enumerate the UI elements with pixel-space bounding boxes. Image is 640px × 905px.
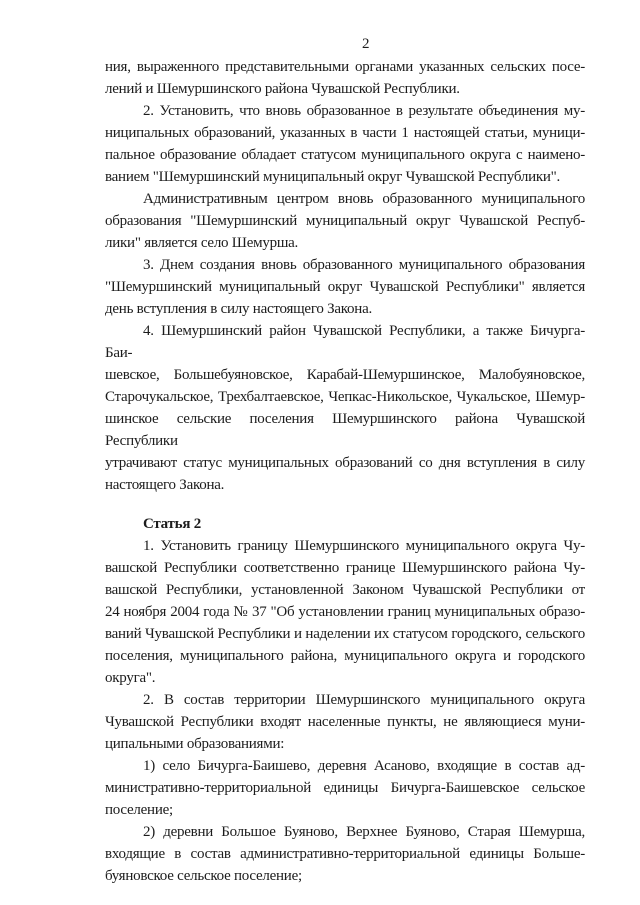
document-body [105, 56, 585, 887]
text-line: министративно-территориальной единицы Бичурга-Баишевское сельское [105, 780, 585, 796]
page-number: 2 [362, 36, 370, 52]
text-line: ния, выраженного представительными органами указанных сельских посе- [105, 59, 585, 75]
text-line: настоящего Закона. [105, 477, 225, 493]
text-line: буяновское сельское поселение; [105, 868, 302, 884]
text-line: 2) деревни Большое Буяново, Верхнее Буяново, Старая Шемурша, [143, 824, 585, 840]
text-line: Административным центром вновь образованного муниципального [143, 191, 585, 207]
text-line: 4. Шемуршинский район Чувашской Республики, а также Бичурга-Баи- [105, 323, 585, 361]
paragraph [105, 320, 585, 496]
paragraph [105, 254, 585, 320]
text-line: Статья 2 [143, 516, 201, 532]
text-line: поселение; [105, 802, 173, 818]
text-line: "Шемуршинский муниципальный округ Чувашской Республики" является [105, 279, 585, 295]
text-line: ваний Чувашской Республики и наделении их статусом городского, сельского [105, 626, 585, 642]
text-line: входящие в состав административно-территориальной единицы Больше- [105, 846, 585, 862]
article-heading [105, 513, 585, 535]
paragraph [105, 755, 585, 821]
text-line: утрачивают статус муниципальных образований со дня вступления в силу [105, 455, 585, 471]
text-line: Старочукальское, Трехбалтаевское, Чепкас-Никольское, Чукальское, Шемур- [105, 389, 585, 405]
text-line: 3. Днем создания вновь образованного муниципального образования [143, 257, 585, 273]
text-line: пальное образование обладает статусом муниципального округа с наимено- [105, 147, 585, 163]
text-line: Чувашской Республики входят населенные пункты, не являющиеся муни- [105, 714, 585, 730]
paragraph [105, 56, 585, 100]
text-line: ванием "Шемуршинский муниципальный округ Чувашской Республики". [105, 169, 561, 185]
text-line: ниципальных образований, указанных в части 1 настоящей статьи, муници- [105, 125, 585, 141]
text-line: 1. Установить границу Шемуршинского муниципального округа Чу- [143, 538, 585, 554]
paragraph [105, 535, 585, 689]
text-line: 24 ноября 2004 года № 37 "Об установлении границ муниципальных образо- [105, 604, 585, 620]
text-line: 2. В состав территории Шемуршинского муниципального округа [143, 692, 585, 708]
text-line: 1) село Бичурга-Баишево, деревня Асаново, входящие в состав ад- [143, 758, 585, 774]
text-line: день вступления в силу настоящего Закона. [105, 301, 372, 317]
text-line: 2. Установить, что вновь образованное в результате объединения му- [143, 103, 585, 119]
text-line: вашской Республики соответственно границе Шемуршинского района Чу- [105, 560, 585, 576]
text-line: округа". [105, 670, 156, 686]
text-line: поселения, муниципального района, муниципального округа и городского [105, 648, 585, 664]
text-line: лики" является село Шемурша. [105, 235, 299, 251]
text-line: вашской Республики, установленной Законом Чувашской Республики от [105, 582, 585, 598]
text-line: шинское сельские поселения Шемуршинского района Чувашской Республики [105, 411, 585, 449]
text-line: лений и Шемуршинского района Чувашской Республики. [105, 81, 460, 97]
paragraph [105, 100, 585, 188]
text-line: ципальными образованиями: [105, 736, 285, 752]
paragraph [105, 188, 585, 254]
paragraph [105, 821, 585, 887]
text-line: шевское, Большебуяновское, Карабай-Шемуршинское, Малобуяновское, [105, 367, 585, 383]
paragraph [105, 689, 585, 755]
text-line: образования "Шемуршинский муниципальный округ Чувашской Респуб- [105, 213, 585, 229]
